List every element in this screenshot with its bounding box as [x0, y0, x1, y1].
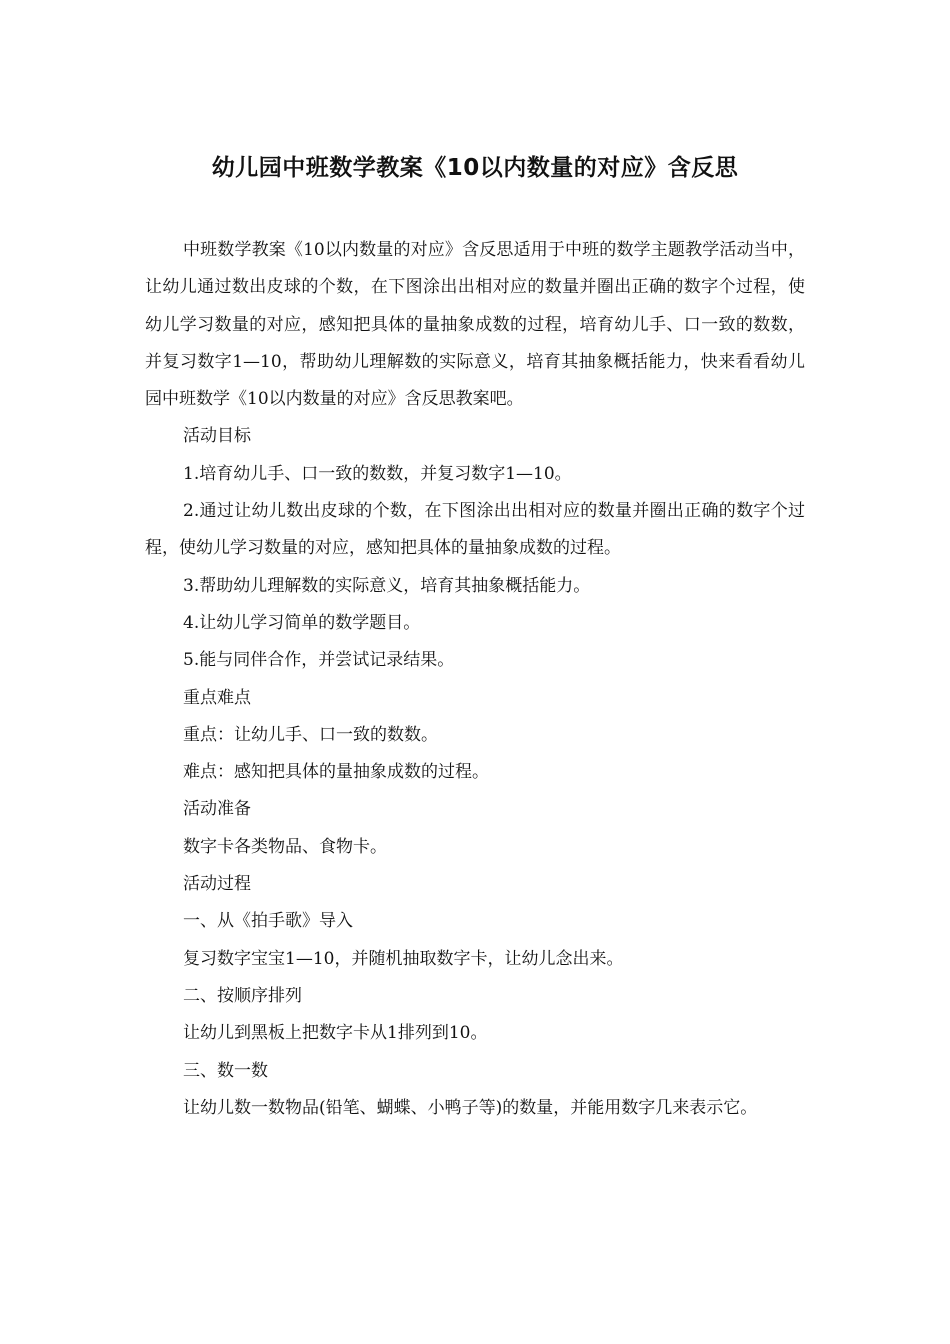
- section-heading-key-points: 重点难点: [183, 687, 251, 708]
- process-step-3-heading: 三、数一数: [183, 1060, 268, 1081]
- document-title: 幼儿园中班数学教案《10以内数量的对应》含反思: [211, 155, 739, 181]
- section-heading-preparation: 活动准备: [183, 799, 251, 820]
- process-step-1-heading: 一、从《拍手歌》导入: [183, 911, 353, 932]
- preparation-text: 数字卡各类物品、食物卡。: [183, 836, 387, 857]
- section-heading-goals: 活动目标: [183, 426, 251, 447]
- goal-item-5: 5.能与同伴合作，并尝试记录结果。: [183, 650, 455, 671]
- difficult-point: 难点：感知把具体的量抽象成数的过程。: [183, 762, 489, 783]
- process-step-1-text: 复习数字宝宝1—10，并随机抽取数字卡，让幼儿念出来。: [183, 948, 624, 969]
- process-step-2-heading: 二、按顺序排列: [183, 985, 302, 1006]
- goal-item-1: 1.培育幼儿手、口一致的数数，并复习数字1—10。: [183, 463, 572, 484]
- key-point: 重点：让幼儿手、口一致的数数。: [183, 724, 438, 745]
- intro-paragraph: 中班数学教案《10以内数量的对应》含反思适用于中班的数学主题教学活动当中，让幼儿通过数出皮球的个数，在下图涂出出相对应的数量并圈出正确的数字个过程，使幼儿学习数量的对应，感知把具体的量抽象成数的过程，培育幼儿手、口一致的数数，并复习数字1—10，帮助幼儿理解数的实际意义，培育其抽象概括能力，快来看看幼儿园中班数学《10以内数量的对应》含反思教案吧。: [145, 240, 805, 410]
- document-body: [145, 232, 805, 1127]
- process-step-3-text: 让幼儿数一数物品(铅笔、蝴蝶、小鸭子等)的数量，并能用数字几来表示它。: [183, 1097, 758, 1118]
- goal-item-3: 3.帮助幼儿理解数的实际意义，培育其抽象概括能力。: [183, 575, 591, 596]
- goal-item-4: 4.让幼儿学习简单的数学题目。: [183, 612, 421, 633]
- goal-item-2: 2.通过让幼儿数出皮球的个数，在下图涂出出相对应的数量并圈出正确的数字个过程，使幼儿学习数量的对应，感知把具体的量抽象成数的过程。: [145, 501, 805, 559]
- process-step-2-text: 让幼儿到黑板上把数字卡从1排列到10。: [183, 1023, 488, 1044]
- section-heading-process: 活动过程: [183, 874, 251, 895]
